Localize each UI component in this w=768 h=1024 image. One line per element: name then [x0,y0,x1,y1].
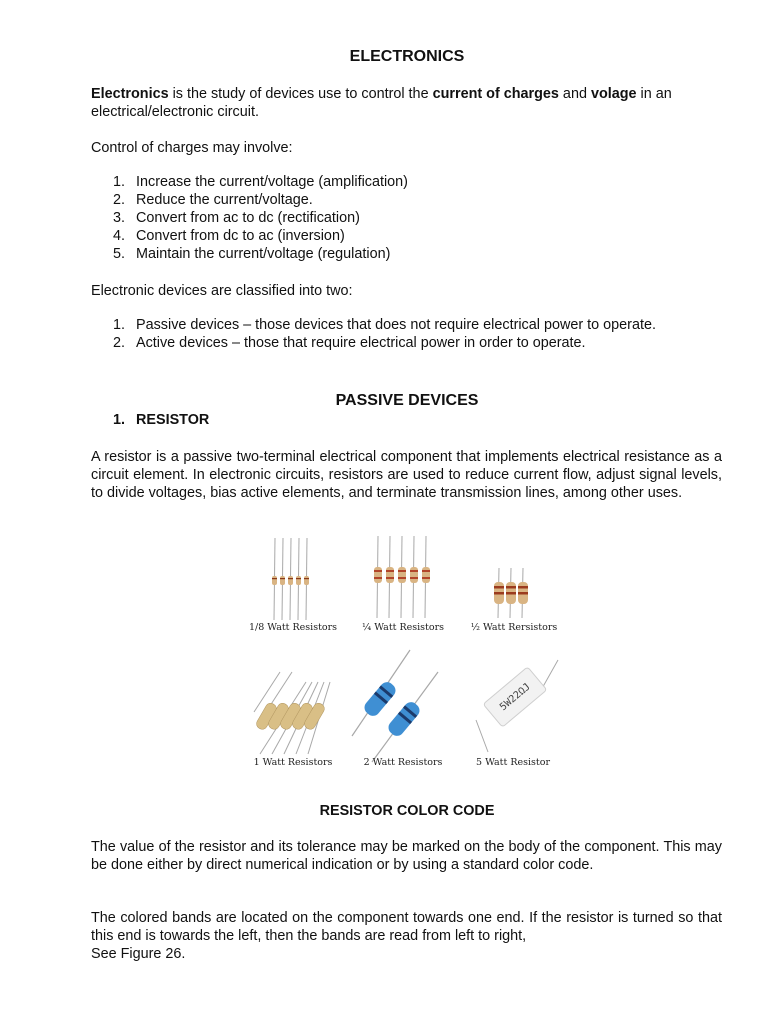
caption-quarter-watt: ¼ Watt Resistors [361,622,445,633]
half-watt-resistors [494,568,528,618]
intro-term-current: current of charges [432,86,559,102]
list-number: 1. [113,174,126,190]
intro-text-3: in an electrical/electronic circuit. [91,86,672,120]
list-text: Maintain the current/voltage (regulation) [136,246,391,262]
two-watt-resistors [352,650,438,762]
resistor-figure [248,532,568,772]
list-number: 3. [113,210,126,226]
caption-eighth-watt: 1/8 Watt Resistors [248,622,338,633]
caption-five-watt: 5 Watt Resistor [476,757,550,768]
control-intro: Control of charges may involve: [91,140,293,156]
section-heading-color-code: RESISTOR COLOR CODE [319,803,495,819]
heading-text: RESISTOR [136,412,210,428]
intro-text-1: is the study of devices use to control the [168,86,433,102]
list-number: 4. [113,228,126,244]
list-text: Passive devices – those devices that does not require electrical power to operate. [136,317,656,333]
caption-half-watt: ½ Watt Rersistors [470,622,558,633]
list-text: Increase the current/voltage (amplification) [136,174,408,190]
section-heading-passive: PASSIVE DEVICES [335,392,479,409]
see-figure-note: See Figure 26. [91,946,186,962]
caption-one-watt: 1 Watt Resistors [253,757,333,768]
five-watt-resistor [476,660,558,752]
one-watt-resistors [254,672,330,754]
intro-paragraph [91,85,722,121]
ceramic-marking: 5W22ΩJ [497,681,533,714]
quarter-watt-resistors [374,536,430,618]
resistor-paragraph: A resistor is a passive two-terminal electrical component that implements electrical resistance as a circuit element. In electronic circuits, resistors are used to reduce current flow, adjust signal levels, to divide voltages, bias active elements, and terminate transmission lines, among other uses. [91,449,722,501]
list-text: Convert from ac to dc (rectification) [136,210,360,226]
list-text: Reduce the current/voltage. [136,192,313,208]
heading-number: 1. [113,412,126,428]
list-number: 2. [113,335,126,351]
caption-two-watt: 2 Watt Resistors [363,757,443,768]
color-code-paragraph-1: The value of the resistor and its tolerance may be marked on the body of the component. This may be done either by direct numerical indication or by using a standard color code. [91,839,722,873]
page-title: ELECTRONICS [349,48,465,65]
list-text: Active devices – those that require electrical power in order to operate. [136,335,586,351]
classified-intro: Electronic devices are classified into two: [91,283,353,299]
color-code-paragraph-2: The colored bands are located on the component towards one end. If the resistor is turned so that this end is towards the left, then the bands are read from left to right, [91,910,722,944]
eighth-watt-resistors [272,538,309,620]
list-number: 2. [113,192,126,208]
list-number: 1. [113,317,126,333]
intro-term: Electronics [91,86,169,102]
list-number: 5. [113,246,126,262]
intro-term-voltage: volage [590,86,637,102]
intro-text-2: and [558,86,591,102]
list-text: Convert from dc to ac (inversion) [136,228,345,244]
